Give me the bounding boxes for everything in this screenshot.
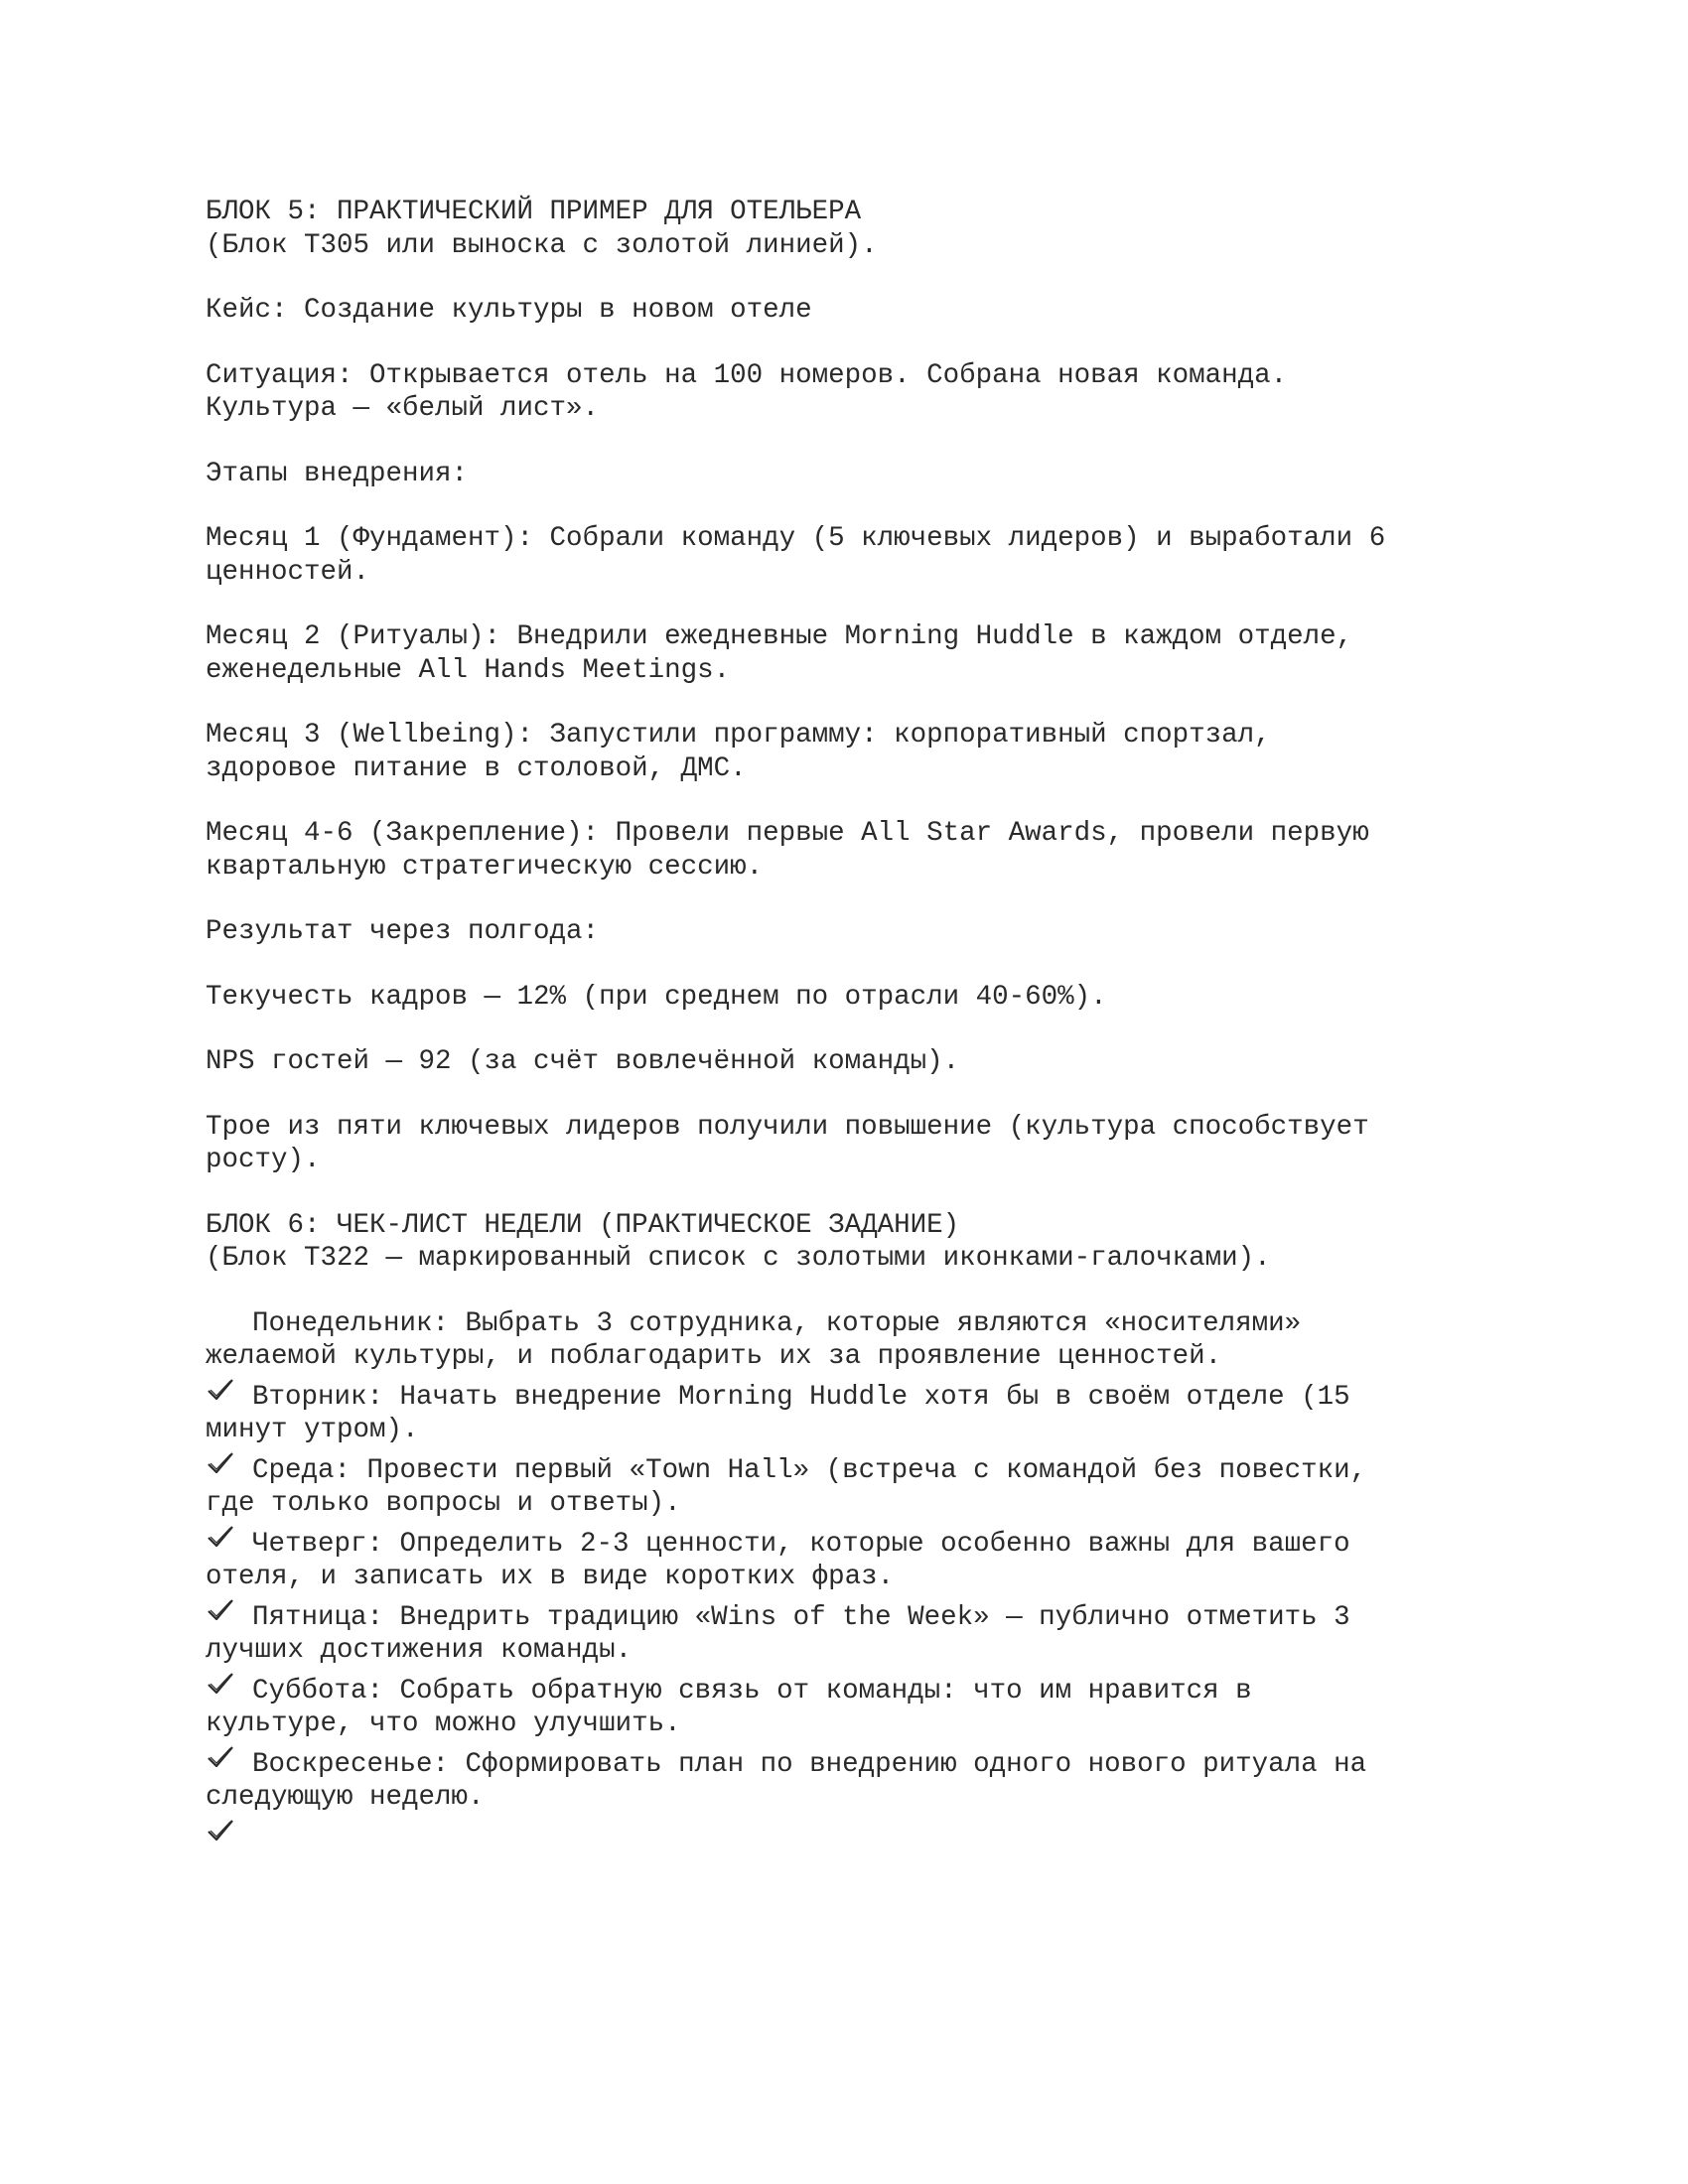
result-item [206, 981, 1496, 1015]
weekly-checklist [206, 1307, 1496, 1815]
checklist-line: отеля, и записать их в виде коротких фраз. [206, 1562, 895, 1592]
result-line: росту). [206, 1145, 321, 1175]
checklist-item [206, 1528, 1496, 1594]
checklist-item [206, 1454, 1496, 1521]
checkmark-icon [206, 1456, 235, 1484]
stage-item [206, 817, 1496, 884]
stage-line: Месяц 3 (Wellbeing): Запустили программу: корпоративный спортзал, [206, 720, 1271, 751]
block6-heading: БЛОК 6: ЧЕК-ЛИСТ НЕДЕЛИ (ПРАКТИЧЕСКОЕ ЗАДАНИЕ) [206, 1209, 960, 1241]
stage-line: Месяц 2 (Ритуалы): Внедрили ежедневные Morning Huddle в каждом отделе, [206, 621, 1353, 652]
result-title: Результат через полгода: [206, 916, 600, 947]
checklist-line: Среда: Провести первый «Town Hall» (встреча с командой без повестки, [252, 1454, 1367, 1486]
block5-subheading: (Блок T305 или выноска с золотой линией). [206, 229, 878, 261]
checklist-row [206, 1675, 1496, 1708]
stage-line: ценностей. [206, 556, 370, 588]
stage-line: Месяц 1 (Фундамент): Собрали команду (5 ключевых лидеров) и выработали 6 [206, 523, 1386, 554]
checklist-row [206, 1454, 1496, 1488]
checklist-line: Вторник: Начать внедрение Morning Huddle хотя бы в своём отделе (15 [252, 1381, 1350, 1413]
checklist-line: Суббота: Собрать обратную связь от команды: что им нравится в [252, 1675, 1252, 1706]
result-line: Текучесть кадров — 12% (при среднем по отрасли 40-60%). [206, 981, 1107, 1013]
checklist-row [206, 1748, 1496, 1782]
checklist-row [206, 1307, 1496, 1341]
document-page [206, 196, 1496, 1822]
result-line: Трое из пяти ключевых лидеров получили повышение (культура способствует [206, 1111, 1369, 1143]
result-line: NPS гостей — 92 (за счёт вовлечённой команды). [206, 1046, 960, 1077]
block6-header [206, 1209, 1496, 1276]
stages-title-paragraph [206, 458, 1496, 491]
case-title-paragraph [206, 294, 1496, 328]
stage-line: здоровое питание в столовой, ДМС. [206, 752, 747, 784]
checklist-item [206, 1601, 1496, 1668]
checklist-line: Понедельник: Выбрать 3 сотрудника, которые являются «носителями» [252, 1307, 1302, 1339]
stage-line: еженедельные All Hands Meetings. [206, 654, 731, 686]
stage-item [206, 620, 1496, 687]
situation-line: Ситуация: Открывается отель на 100 номеров. Собрана новая команда. [206, 359, 1288, 391]
checklist-row [206, 1381, 1496, 1415]
checklist-item [206, 1675, 1496, 1741]
checkmark-icon [206, 1530, 235, 1558]
checklist-item [206, 1381, 1496, 1447]
stage-item [206, 719, 1496, 785]
situation-paragraph [206, 359, 1496, 426]
case-title: Кейс: Создание культуры в новом отеле [206, 295, 812, 326]
situation-line: Культура — «белый лист». [206, 393, 600, 424]
result-item [206, 1045, 1496, 1079]
checkmark-icon [206, 1603, 235, 1631]
checklist-line: культуре, что можно улучшить. [206, 1708, 681, 1739]
stage-line: квартальную стратегическую сессию. [206, 851, 764, 883]
block6-subheading: (Блок T322 — маркированный список с золотыми иконками-галочками). [206, 1243, 1271, 1274]
checkmark-icon [206, 1383, 235, 1411]
checkmark-icon [206, 1750, 235, 1778]
result-item [206, 1111, 1496, 1177]
stages-title: Этапы внедрения: [206, 458, 469, 489]
checklist-line: Воскресенье: Сформировать план по внедрению одного нового ритуала на [252, 1748, 1367, 1780]
block5-header [206, 196, 1496, 262]
checklist-line: лучших достижения команды. [206, 1635, 633, 1666]
block5-heading: БЛОК 5: ПРАКТИЧЕСКИЙ ПРИМЕР ДЛЯ ОТЕЛЬЕРА [206, 197, 862, 227]
checklist-line: где только вопросы и ответы). [206, 1488, 681, 1519]
stage-item [206, 522, 1496, 589]
checklist-line: Четверг: Определить 2-3 ценности, которые особенно важны для вашего [252, 1528, 1350, 1560]
checklist-row [206, 1601, 1496, 1635]
checklist-line: Пятница: Внедрить традицию «Wins of the Week» — публично отметить 3 [252, 1601, 1350, 1633]
checklist-line: минут утром). [206, 1415, 419, 1445]
checkmark-icon [206, 1677, 235, 1705]
checklist-item [206, 1307, 1496, 1374]
result-title-paragraph [206, 915, 1496, 949]
checklist-line: следующую неделю. [206, 1782, 485, 1813]
checklist-item [206, 1748, 1496, 1815]
stage-line: Месяц 4-6 (Закрепление): Провели первые All Star Awards, провели первую [206, 818, 1369, 849]
checkmark-icon [206, 1309, 235, 1337]
checklist-line: желаемой культуры, и поблагодарить их за проявление ценностей. [206, 1341, 1222, 1372]
checklist-row [206, 1528, 1496, 1562]
